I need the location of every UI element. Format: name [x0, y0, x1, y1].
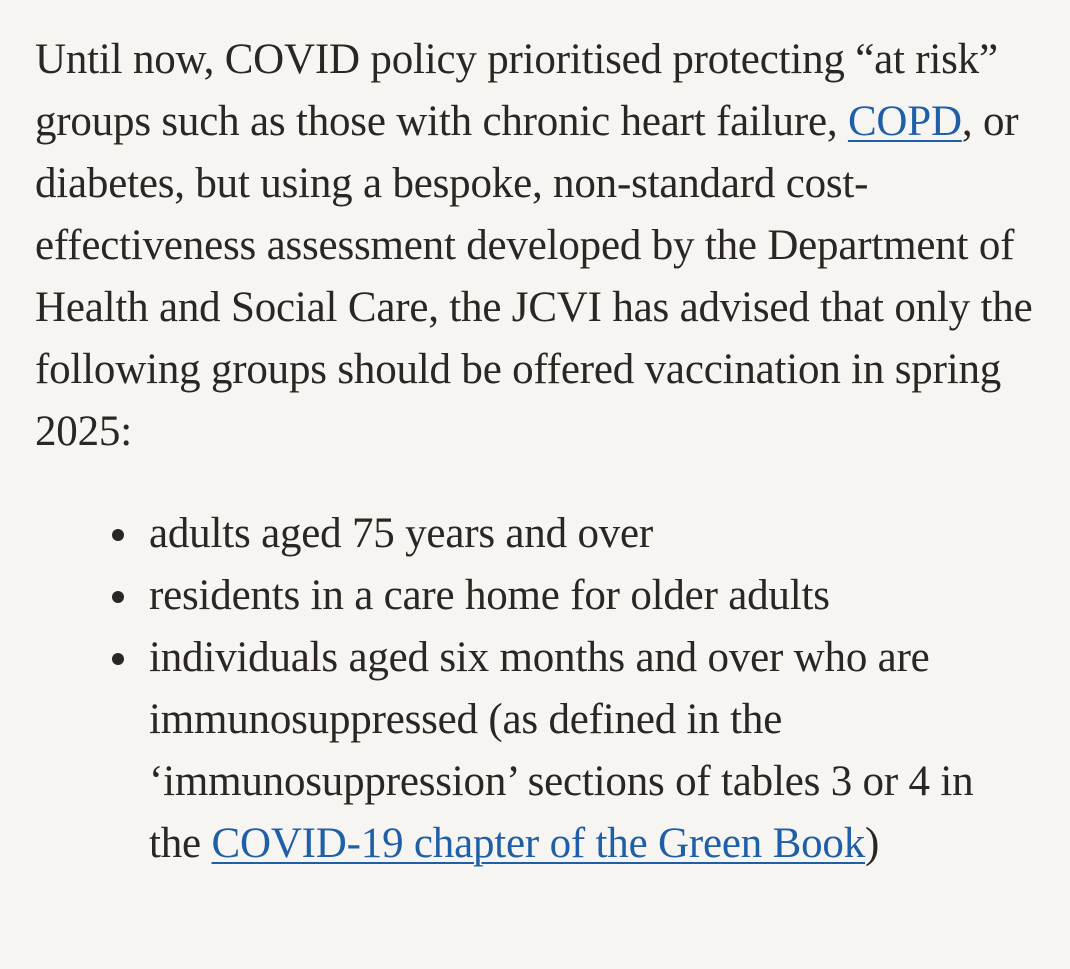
- green-book-link[interactable]: COVID-19 chapter of the Green Book: [211, 820, 866, 867]
- copd-link[interactable]: COPD: [847, 98, 962, 145]
- list-item-text-after-link: ): [865, 820, 880, 867]
- list-item-adults-75: [112, 503, 1029, 565]
- list-item-text-before-link: individuals aged six months and over who are immunosuppressed (as defined in the ‘immunosuppression’ sections of tables 3 or 4 in the: [149, 634, 974, 867]
- bullet-icon: [112, 529, 124, 541]
- intro-paragraph: [35, 29, 1035, 463]
- intro-text-after-link: , or diabetes, but using a bespoke, non-standard cost-effectiveness assessment developed by the Department of Health and Social Care, the JCVI has advised that only the following groups should be offered vaccination in spring 2025:: [35, 98, 1033, 455]
- intro-text-before-link: Until now, COVID policy prioritised protecting “at risk” groups such as those with chronic heart failure,: [35, 36, 998, 145]
- bullet-icon: [112, 653, 124, 665]
- bullet-icon: [112, 591, 124, 603]
- list-item-immunosuppressed: [112, 627, 1029, 875]
- priority-groups-list: [35, 503, 1036, 875]
- list-item-text: residents in a care home for older adults: [149, 572, 830, 619]
- list-item-care-home-residents: [112, 565, 1029, 627]
- list-item-text: adults aged 75 years and over: [149, 510, 654, 557]
